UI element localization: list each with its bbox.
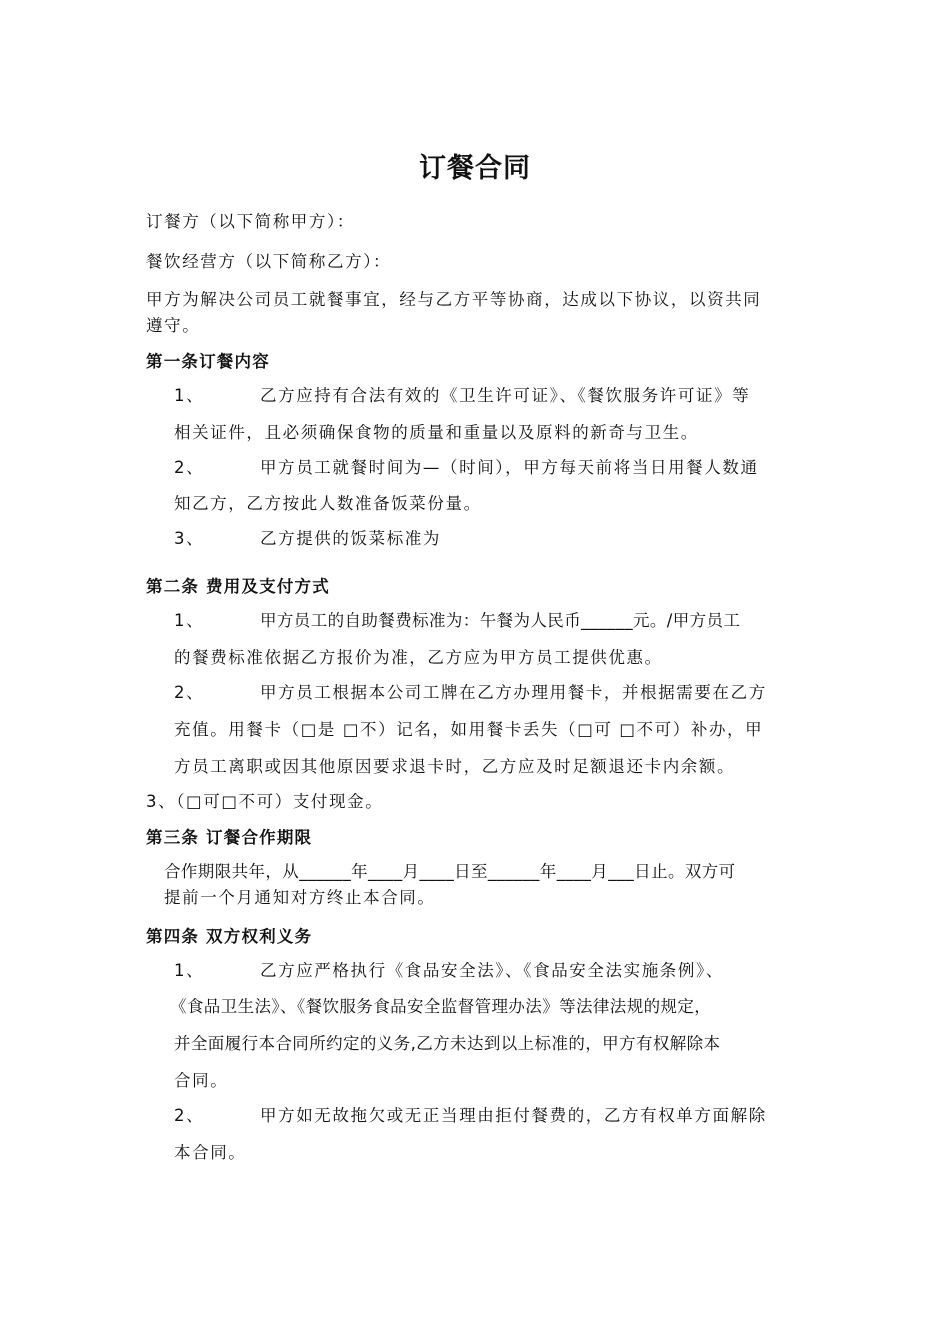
section-4-heading: 第四条 双方权利义务 [146,927,313,946]
section-4-item-1-line-1 [174,959,724,983]
section-1-item-1-line-2: 相关证件，且必须确保食物的质量和重量以及原料的新奇与卫生。 [174,423,699,442]
section-3-heading: 第三条 订餐合作期限 [146,828,313,847]
item-number: 2、 [174,1106,205,1125]
section-3-line-2: 提前一个月通知对方终止本合同。 [164,888,436,907]
item-number: 3、 [174,529,205,548]
section-1-item-2-line-2: 知乙方，乙方按此人数准备饭菜份量。 [174,494,482,513]
party-a-line: 订餐方（以下简称甲方）： [146,212,355,231]
intro-line-2: 遵守。 [146,316,201,335]
item-number: 1、 [174,611,205,630]
item-number: 2、 [174,458,205,477]
section-4-item-1-line-2: 《食品卫生法》、《餐饮服务食品安全监督管理办法》等法律法规的规定， [170,997,712,1016]
item-text: 甲方如无故拖欠或无正当理由拒付餐费的，乙方有权单方面解除 [260,1106,767,1125]
item-text: 乙方应严格执行《食品安全法》、《食品安全法实施条例》、 [260,961,724,980]
item-number: 1、 [174,386,205,405]
document-title: 订餐合同 [419,153,531,184]
section-3-line-1: 合作期限共年，从______年____月____日至______年____月___日止。双方可 [164,862,736,881]
section-1-item-1-line-1 [174,384,750,408]
section-4-item-2-line-2: 本合同。 [174,1143,247,1162]
intro-line-1: 甲方为解决公司员工就餐事宜，经与乙方平等协商，达成以下协议，以资共同 [146,290,762,309]
item-number: 1、 [174,961,205,980]
section-1-heading: 第一条订餐内容 [146,352,270,371]
section-1-item-3-line-1 [174,527,441,551]
section-4-item-1-line-3: 并全面履行本合同所约定的义务,乙方未达到以上标准的，甲方有权解除本 [174,1034,721,1053]
section-2-extra-line: 3、（□可□不可）支付现金。 [146,792,384,811]
section-2-heading: 第二条 费用及支付方式 [146,577,330,596]
section-2-item-2-line-2: 充值。用餐卡（□是 □不）记名，如用餐卡丢失（□可 □不可）补办，甲 [174,720,764,739]
item-text: 乙方提供的饭菜标准为 [260,529,441,548]
item-number: 2、 [174,683,205,702]
section-2-item-2-line-3: 方员工离职或因其他原因要求退卡时，乙方应及时足额退还卡内余额。 [174,757,736,776]
section-2-item-1-line-1 [174,609,740,633]
party-b-line: 餐饮经营方（以下简称乙方）： [146,252,392,271]
item-text: 甲方员工根据本公司工牌在乙方办理用餐卡，并根据需要在乙方 [260,683,767,702]
item-text: 乙方应持有合法有效的《卫生许可证》、《餐饮服务许可证》等 [260,386,751,405]
item-text: 甲方员工的自助餐费标准为：午餐为人民币______元。/甲方员工 [260,611,741,630]
section-4-item-2-line-1 [174,1104,767,1128]
item-text: 甲方员工就餐时间为—（时间），甲方每天前将当日用餐人数通 [260,458,759,477]
section-2-item-1-line-2: 的餐费标准依据乙方报价为准，乙方应为甲方员工提供优惠。 [174,648,663,667]
section-4-item-1-line-4: 合同。 [174,1071,229,1090]
section-2-item-2-line-1 [174,681,767,705]
section-1-item-2-line-1 [174,456,759,480]
